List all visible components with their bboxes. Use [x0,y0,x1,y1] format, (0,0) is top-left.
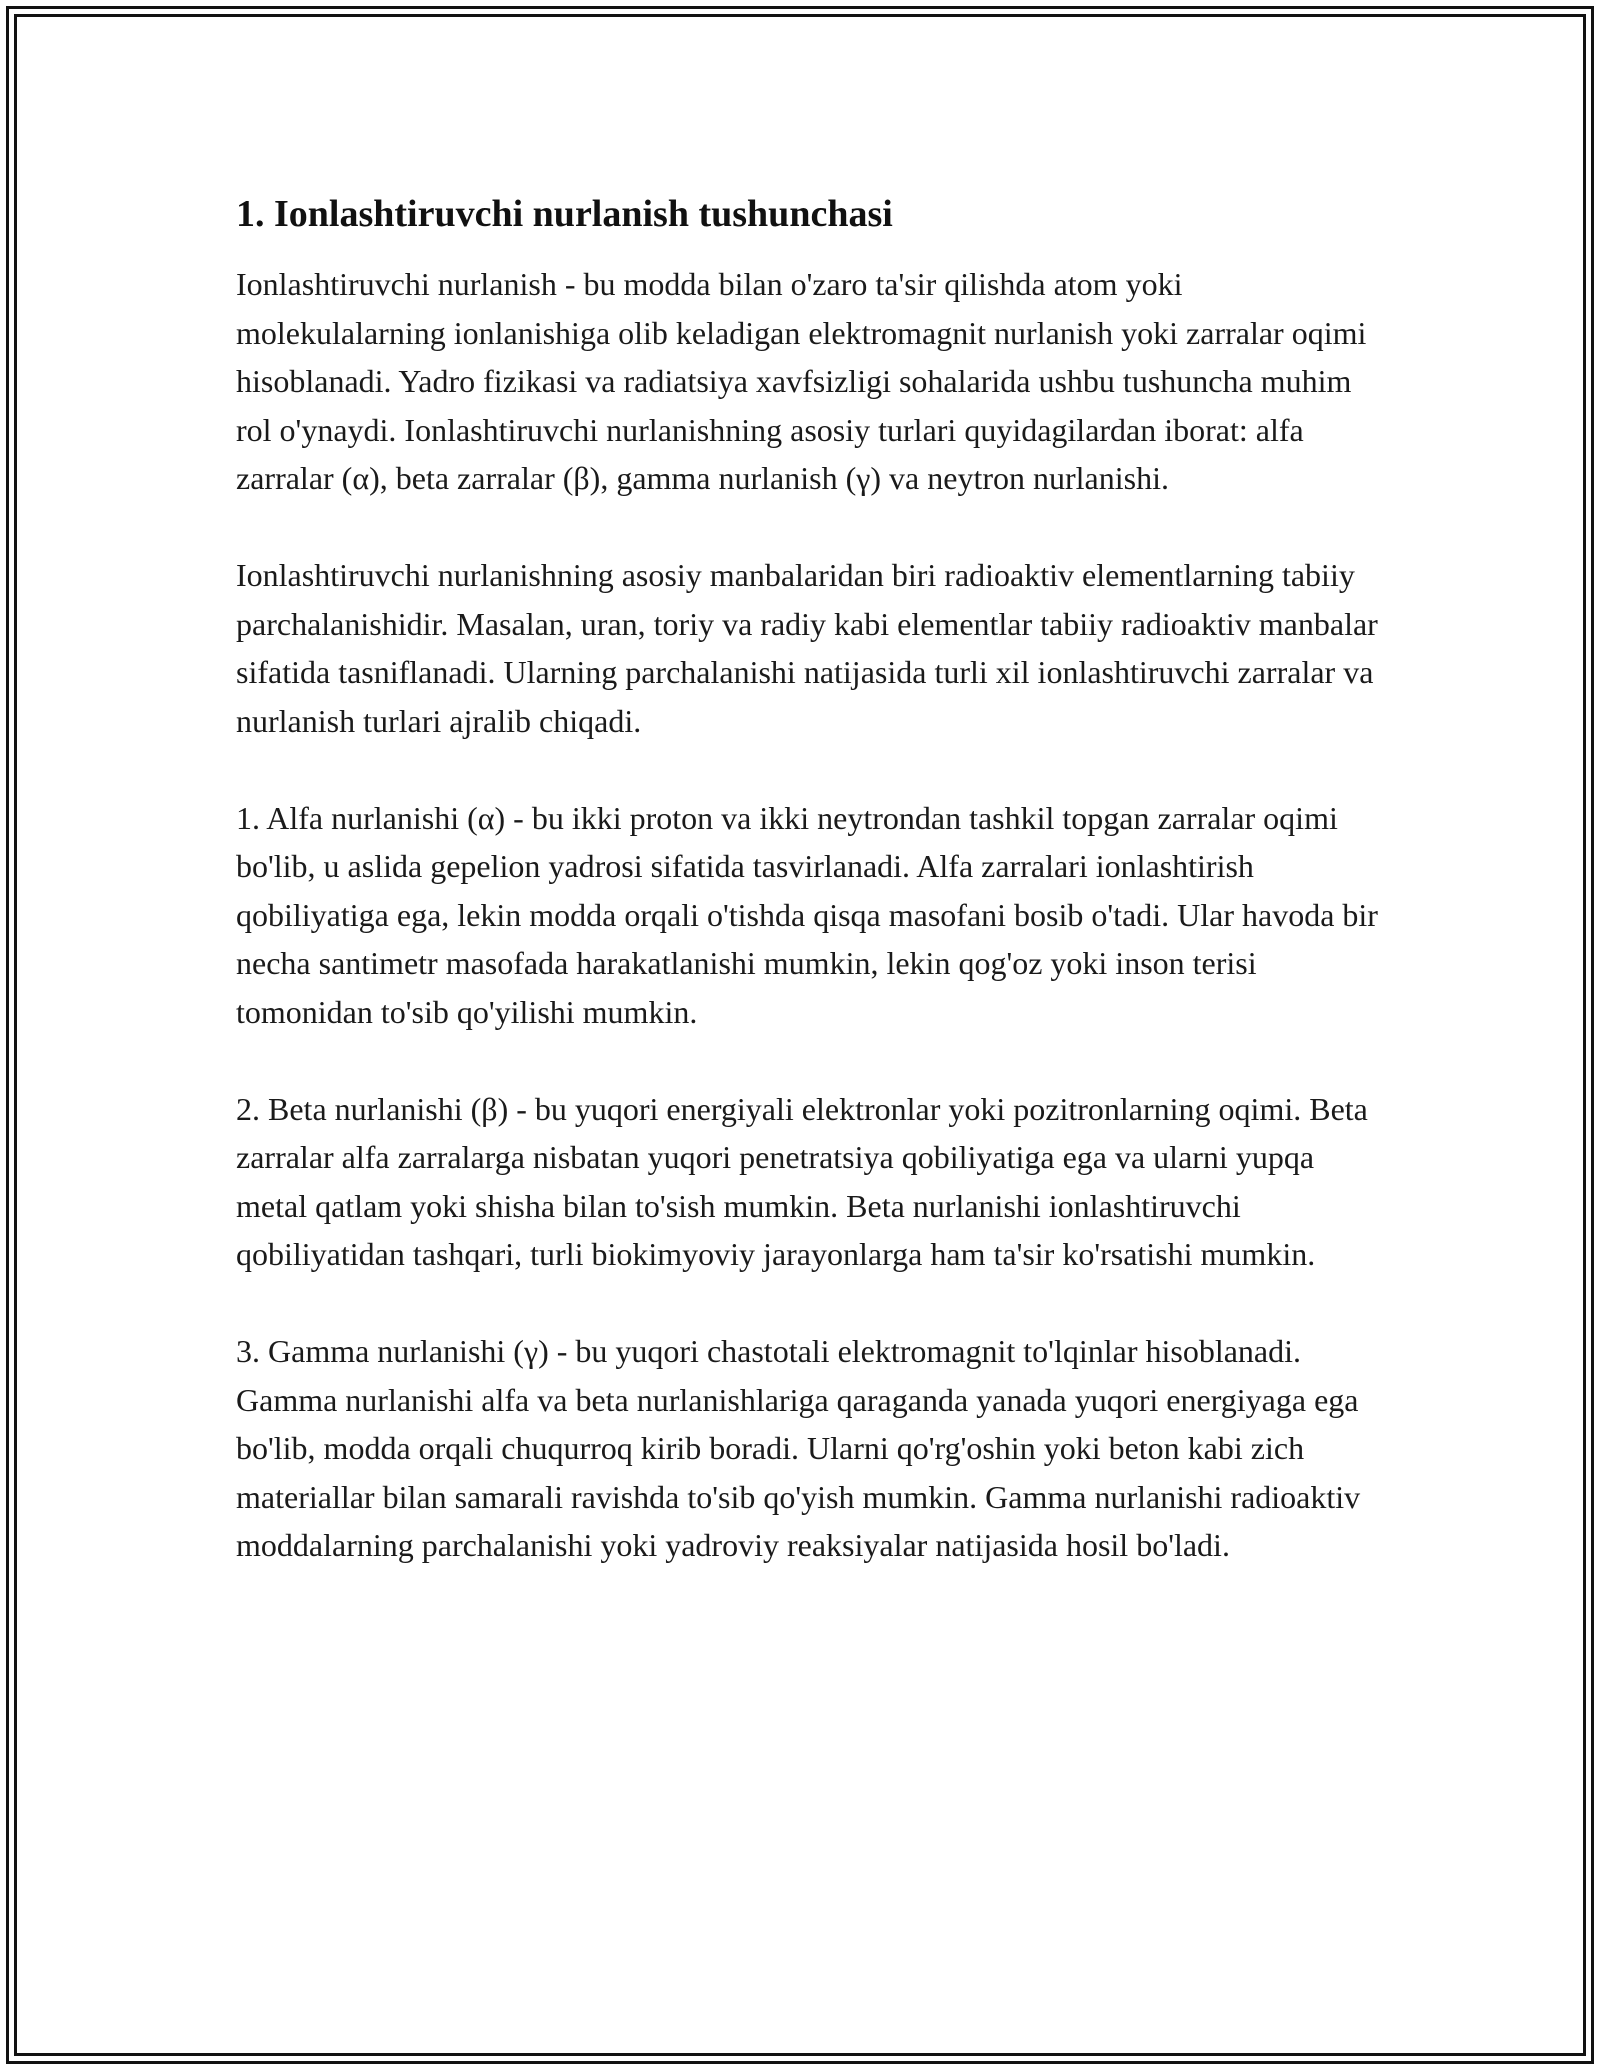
paragraph-sources: Ionlashtiruvchi nurlanishning asosiy manbalaridan biri radioaktiv elementlarning tabiiy parchalanishidir. Masalan, uran, toriy va radiy kabi elementlar tabiiy radioaktiv manbalar sifatida tasniflanadi. Ularning parchalanishi natijasida turli xil ionlashtiruvchi zarralar va nurlanish turlari ajralib chiqadi. [236,557,1378,739]
paragraph-alpha: 1. Alfa nurlanishi (α) - bu ikki proton va ikki neytrondan tashkil topgan zarralar oqimi bo'lib, u aslida gepelion yadrosi sifatida tasvirlanadi. Alfa zarralari ionlashtirish qobiliyatiga ega, lekin modda orqali o'tishda qisqa masofani bosib o'tadi. Ular havoda bir necha santimetr masofada harakatlanishi mumkin, lekin qog'oz yoki inson terisi tomonidan to'sib qo'yilishi mumkin. [236,799,1378,1030]
paragraph-definition: Ionlashtiruvchi nurlanish - bu modda bilan o'zaro ta'sir qilishda atom yoki molekulalarning ionlanishiga olib keladigan elektromagnit nurlanish yoki zarralar oqimi hisoblanadi. Yadro fizikasi va radiatsiya xavfsizligi sohalarida ushbu tushuncha muhim rol o'ynaydi. Ionlashtiruvchi nurlanishning asosiy turlari quyidagilardan iborat: alfa zarralar (α), beta zarralar (β), gamma nurlanish (γ) va neytron nurlanishi. [236,266,1367,496]
paragraph-gamma: 3. Gamma nurlanishi (γ) - bu yuqori chastotali elektromagnit to'lqinlar hisoblanadi. Gamma nurlanishi alfa va beta nurlanishlariga qaraganda yanada yuqori energiyaga ega bo'lib, modda orqali chuqurroq kirib boradi. Ularni qo'rg'oshin yoki beton kabi zich materiallar bilan samarali ravishda to'sib qo'yish mumkin. Gamma nurlanishi radioaktiv moddalarning parchalanishi yoki yadroviy reaksiyalar natijasida hosil bo'ladi. [236,1333,1361,1563]
document-body [236,190,1386,1570]
paragraph-beta: 2. Beta nurlanishi (β) - bu yuqori energiyali elektronlar yoki pozitronlarning oqimi. Beta zarralar alfa zarralarga nisbatan yuqori penetratsiya qobiliyatiga ega va ularni yupqa metal qatlam yoki shisha bilan to'sish mumkin. Beta nurlanishi ionlashtiruvchi qobiliyatidan tashqari, turli biokimyoviy jarayonlarga ham ta'sir ko'rsatishi mumkin. [236,1090,1368,1272]
section-heading: 1. Ionlashtiruvchi nurlanish tushunchasi [236,193,893,235]
